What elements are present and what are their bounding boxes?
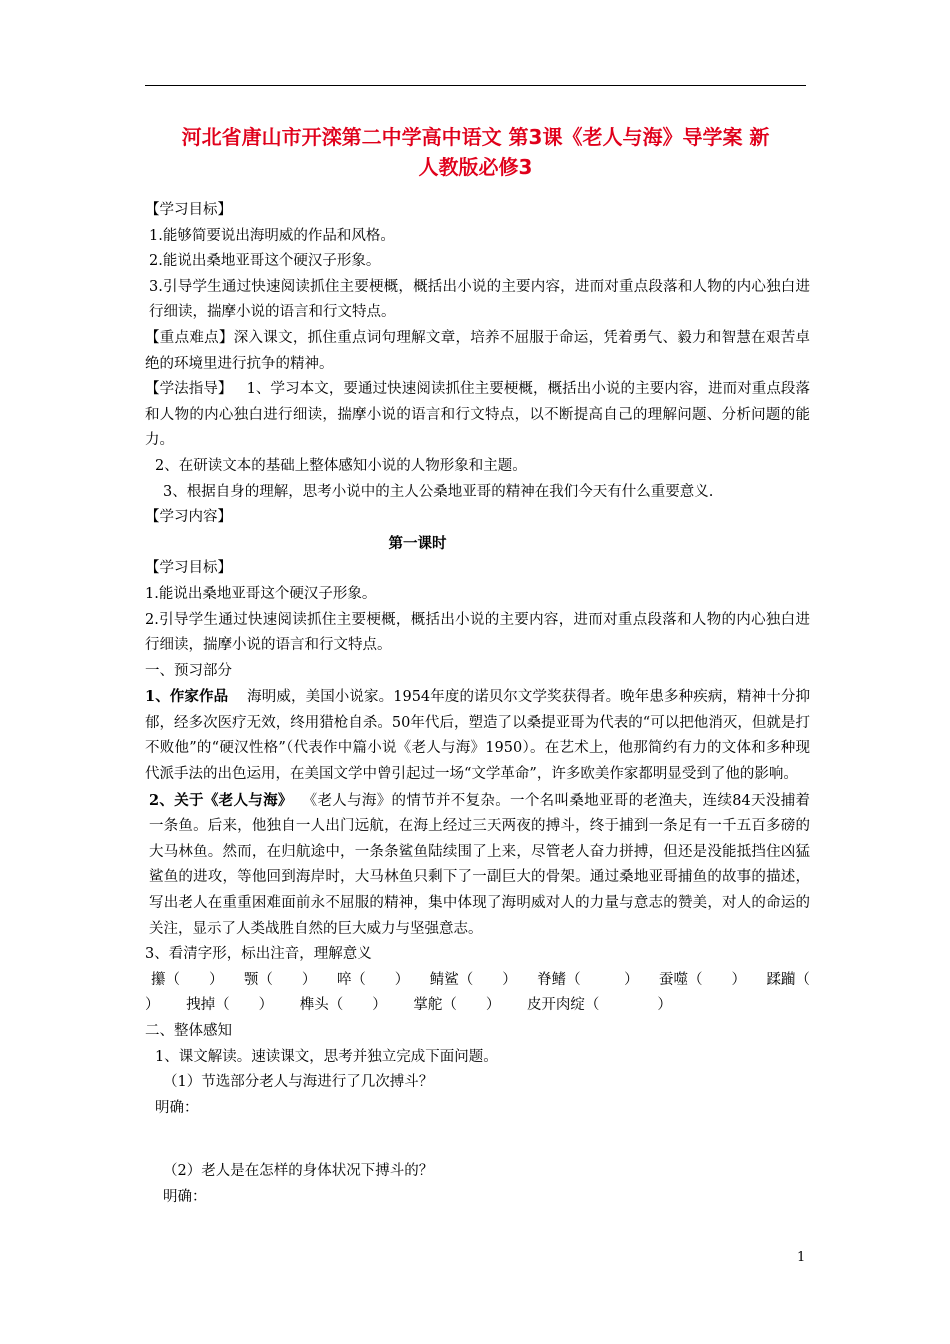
preview-about [145,788,810,943]
method-1-text: 1、学习本文，要通过快速阅读抓住主要梗概，概括出小说的主要内容，进而对重点段落和人物的内心独白进行细读，揣摩小说的语言和行文特点，以不断提高自己的理解问题、分析问题的能力。 [145,381,811,449]
key-points-text: 深入课文，抓住重点词句理解文章，培养不屈服于命运，凭着勇气、毅力和智慧在艰苦卓绝的环境里进行抗争的精神。 [145,329,811,372]
char-item: 榫头（ ） [299,997,387,1014]
objective-3: 3.引导学生通过快速阅读抓住主要梗概，概括出小说的主要内容，进而对重点段落和人物的内心独白进行细读，揣摩小说的语言和行文特点。 [149,278,810,321]
overall-item-1: 1、课文解读。速读课文，思考并独立完成下面问题。 [155,1048,498,1065]
preview-chars-instruction: 3、看清字形，标出注音，理解意义 [145,946,372,963]
preview-heading: 一、预习部分 [145,662,232,679]
lesson-objective-2: 2.引导学生通过快速阅读抓住主要梗概，概括出小说的主要内容，进而对重点段落和人物的内心独白进行细读，揣摩小说的语言和行文特点。 [145,611,810,654]
char-item: 鲭鲨（ ） [429,971,517,988]
page-number: 1 [797,1250,806,1265]
char-item: 掌舵（ ） [413,997,501,1014]
header-rule [145,85,806,86]
method-label: 【学法指导】 [145,381,233,398]
lesson-objective-1: 1.能说出桑地亚哥这个硬汉子形象。 [145,585,377,602]
chars-row-1 [145,968,810,994]
preview-about-text: 《老人与海》的情节并不复杂。一个名叫桑地亚哥的老渔夫，连续84天没捕着一条鱼。后来，他独自一人出门远航，在海上经过三天两夜的搏斗，终于捕到一条足有一千五百多磅的大马林鱼。然而，在归航途中，一条条鲨鱼陆续围了上来，尽管老人奋力拼搏，但还是没能抵挡住凶猛鲨鱼的进攻，等他回到海岸时，大马林鱼只剩下了一副巨大的骨架。通过桑地亚哥捕鱼的故事的描述，写出老人在重重困难面前永不屈服的精神，集中体现了海明威对人的力量与意志的赞美，对人的命运的关注，显示了人类战胜自然的巨大威力与坚强意志。 [149,792,811,937]
answer-space [145,1121,810,1159]
char-item: 皮开肉绽（ ） [526,997,672,1014]
objective-1: 1.能够简要说出海明威的作品和风格。 [149,227,395,244]
answer-2: 明确： [163,1188,207,1205]
method-3: 3、根据自身的理解，思考小说中的主人公桑地亚哥的精神在我们今天有什么重要意义. [163,483,714,500]
objective-2: 2.能说出桑地亚哥这个硬汉子形象。 [149,253,381,270]
method-2: 2、在研读文本的基础上整体感知小说的人物形象和主题。 [155,457,527,474]
document-body [145,198,810,1211]
question-1: （1）节选部分老人与海进行了几次搏斗？ [163,1074,434,1091]
char-item: 蹂躏（ [766,971,810,988]
key-points [145,326,810,377]
char-item: 颚（ ） [243,971,317,988]
method-1 [145,377,810,454]
lesson-title: 第一课时 [388,534,447,552]
char-item: 蚕噬（ ） [659,971,747,988]
char-item: ） [145,997,160,1014]
preview-author-text: 海明威，美国小说家。1954年度的诺贝尔文学奖获得者。晚年患多种疾病，精神十分抑郁，经多次医疗无效，终用猎枪自杀。50年代后，塑造了以桑提亚哥为代表的“可以把他消灭，但就是打不败他”的“硬汉性格”（代表作中篇小说《老人与海》1950）。在艺术上，他那简约有力的文体和多种现代派手法的出色运用，在美国文学中曾引起过一场“文学革命”，许多欧美作家都明显受到了他的影响。 [145,689,811,783]
content-heading: 【学习内容】 [145,509,232,526]
char-item: 攥（ ） [151,971,224,988]
title-line-1: 河北省唐山市开滦第二中学高中语文 第3课《老人与海》导学案 新 [181,125,770,149]
document-title [140,122,811,182]
chars-row-2 [145,993,810,1019]
preview-about-label: 2、关于《老人与海》 [149,791,293,809]
question-2: （2）老人是在怎样的身体状况下搏斗的？ [163,1163,434,1180]
lesson-objectives-heading: 【学习目标】 [145,560,232,577]
key-points-label: 【重点难点】 [145,329,234,346]
preview-author-label: 1、作家作品 [145,688,229,706]
char-item: 啐（ ） [336,971,410,988]
overall-heading: 二、整体感知 [145,1023,232,1039]
title-line-2: 人教版必修3 [418,155,533,179]
preview-author [145,684,810,787]
objectives-heading: 【学习目标】 [145,202,232,218]
answer-1: 明确： [155,1099,199,1116]
char-item: 拽掉（ ） [186,997,274,1014]
char-item: 脊鳍（ ） [537,971,639,988]
